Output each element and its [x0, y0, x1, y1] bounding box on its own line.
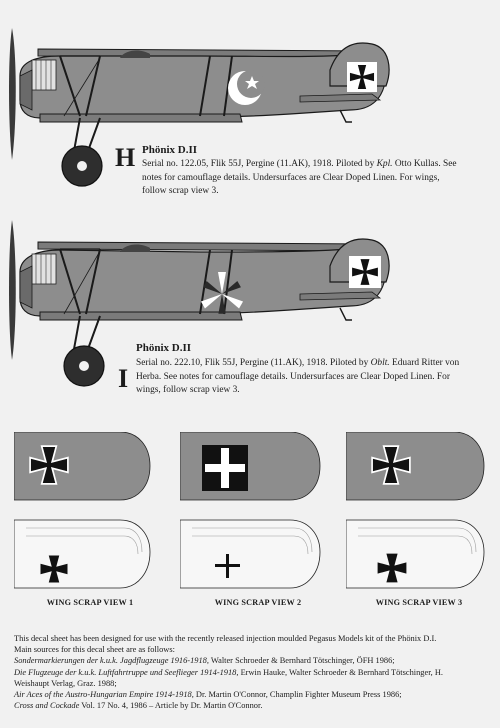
propeller [9, 220, 16, 360]
intro-line: This decal sheet has been designed for use with the recently released injection moulded Pegasus Models kit of the Phönix D.I. [14, 634, 437, 643]
upper-wing-tip [346, 432, 484, 500]
lower-wing [40, 114, 242, 122]
intro-line: Main sources for this decal sheet are as follows: [14, 645, 175, 655]
plane-title: Phönix D.II [142, 144, 198, 156]
source-line: Die Flugzeuge der k.u.k. Luftfahrtruppe und Seeflieger 1914-1918, Erwin Hauke, Walter Schroeder & Bernhard Tötschinger, H. [14, 667, 443, 677]
source-line: Air Aces of the Austro-Hungarian Empire 1914-1918, Dr. Martin O'Connor, Champlin Fighter Museum Press 1986; [14, 690, 402, 700]
wing-view-label: WING SCRAP VIEW 1 [46, 598, 134, 607]
wing-scrap-view-2 [180, 432, 325, 592]
plane-letter: H [115, 143, 136, 172]
wing-scrap-view-3 [346, 432, 491, 592]
lower-wing-tip [346, 520, 484, 588]
plane-description: Serial no. 122.05, Flik 55J, Pergine (11.AK), 1918. Piloted by Kpl. Otto Kullas. See notes for camouflage details. Undersurfaces are Clear Doped Linen. For wings, follow scrap view 3. [142, 159, 457, 196]
source-line: Sondermarkierungen der k.u.k. Jagdflugzeuge 1916-1918, Walter Schroeder & Bernhard Tötschinger, ÖFH 1986; [14, 656, 395, 666]
lower-wing-tip [14, 520, 150, 588]
propeller [9, 28, 16, 160]
upper-wing-tip [180, 432, 320, 500]
wing-view-label: WING SCRAP VIEW 2 [214, 598, 302, 607]
tail-cross-icon [349, 256, 381, 288]
sources-footer [14, 633, 492, 711]
source-line: Weishaupt Verlag, Graz. 1988; [14, 678, 117, 688]
tail-cross-icon [347, 62, 377, 92]
wing-scrap-view-1 [14, 432, 154, 592]
wing-view-label: WING SCRAP VIEW 3 [375, 598, 463, 607]
plane-letter: I [118, 364, 129, 393]
plane-title: Phönix D.II [136, 342, 192, 354]
plane-description: Serial no. 222.10, Flik 55J, Pergine (11.AK), 1918. Piloted by Oblt. Eduard Ritter von Herba. See notes for camouflage details. Undersurfaces are Clear Doped Linen. For wings, follow scrap view 3. [136, 358, 460, 395]
upper-wing [38, 242, 372, 251]
source-line: Cross and Cockade Vol. 17 No. 4, 1986 – Article by Dr. Martin O'Connor. [14, 701, 263, 711]
lower-wing-tip [180, 520, 320, 588]
lower-wing [40, 312, 242, 320]
cross-icon [202, 445, 248, 491]
